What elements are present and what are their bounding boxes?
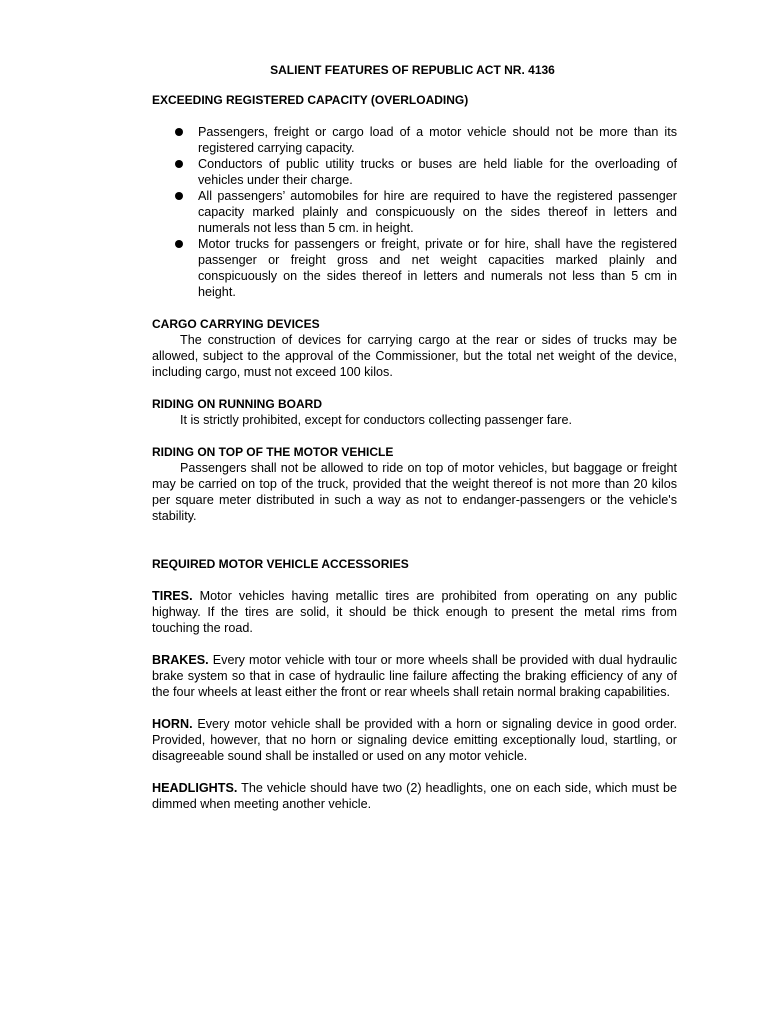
overloading-heading: EXCEEDING REGISTERED CAPACITY (OVERLOADING) [152,93,469,107]
brakes-text: Every motor vehicle with tour or more wheels shall be provided with dual hydraulic brake system so that in case of hydraulic line failure affecting the braking efficiency of any of the four wheels at least either the front or rear wheels shall retain normal braking capabilities. [152,653,678,699]
tires-label: TIRES. [152,589,193,603]
cargo-heading: CARGO CARRYING DEVICES [152,317,320,331]
bullet-icon [175,240,183,248]
brakes-section [152,652,677,700]
top-of-vehicle-section [152,444,677,524]
list-item [152,236,677,300]
horn-label: HORN. [152,717,193,731]
headlights-paragraph [152,780,677,812]
horn-section [152,716,677,764]
brakes-paragraph [152,652,677,700]
tires-text: Motor vehicles having metallic tires are prohibited from operating on any public highway. If the tires are solid, it should be thick enough to present the metal rims from touching the road. [152,589,677,635]
spacer [152,540,677,556]
brakes-label: BRAKES. [152,653,209,667]
running-board-heading: RIDING ON RUNNING BOARD [152,397,322,411]
headlights-text: The vehicle should have two (2) headlights, one on each side, which must be dimmed when meeting another vehicle. [152,781,677,811]
bullet-icon [175,192,183,200]
list-item-text: Conductors of public utility trucks or buses are held liable for the overloading of vehicles under their charge. [198,157,677,187]
accessories-section [152,556,677,572]
overloading-section [152,92,677,300]
tires-paragraph [152,588,677,636]
horn-paragraph [152,716,677,764]
list-item [152,156,677,188]
tires-section [152,588,677,636]
headlights-section [152,780,677,812]
bullet-icon [175,128,183,136]
list-item-text: Motor trucks for passengers or freight, private or for hire, shall have the registered passenger or freight gross and net weight capacities marked plainly and conspicuously on the sides thereof in letters and numerals not less than 5 cm in height. [198,237,677,299]
list-item-text: Passengers, freight or cargo load of a motor vehicle should not be more than its registered carrying capacity. [198,125,677,155]
bullet-icon [175,160,183,168]
headlights-label: HEADLIGHTS. [152,781,238,795]
cargo-section [152,316,677,380]
horn-text: Every motor vehicle shall be provided with a horn or signaling device in good order. Provided, however, that no horn or signaling device emitting exceptionally loud, startling, or disagreeable sound shall be installed or used on any motor vehicle. [152,717,678,763]
list-item-text: All passengers’ automobiles for hire are required to have the registered passenger capacity marked plainly and conspicuously on the sides thereof in letters and numerals not less than 5 cm. in height. [198,189,677,235]
document-title: SALIENT FEATURES OF REPUBLIC ACT NR. 4136 [270,63,555,77]
top-of-vehicle-heading: RIDING ON TOP OF THE MOTOR VEHICLE [152,445,394,459]
cargo-paragraph: The construction of devices for carrying cargo at the rear or sides of trucks may be allowed, subject to the approval of the Commissioner, but the total net weight of the device, including cargo, must not exceed 100 kilos. [152,333,677,379]
accessories-heading: REQUIRED MOTOR VEHICLE ACCESSORIES [152,557,409,571]
running-board-paragraph: It is strictly prohibited, except for conductors collecting passenger fare. [180,413,572,427]
top-of-vehicle-paragraph: Passengers shall not be allowed to ride on top of motor vehicles, but baggage or freight may be carried on top of the truck, provided that the weight thereof is not more than 20 kilos per square meter distributed in such a way as not to endanger-passengers or the vehicle's stability. [152,461,677,523]
overloading-bullet-list [152,124,677,300]
list-item [152,188,677,236]
document-page [152,62,677,828]
running-board-section [152,396,677,428]
list-item [152,124,677,156]
